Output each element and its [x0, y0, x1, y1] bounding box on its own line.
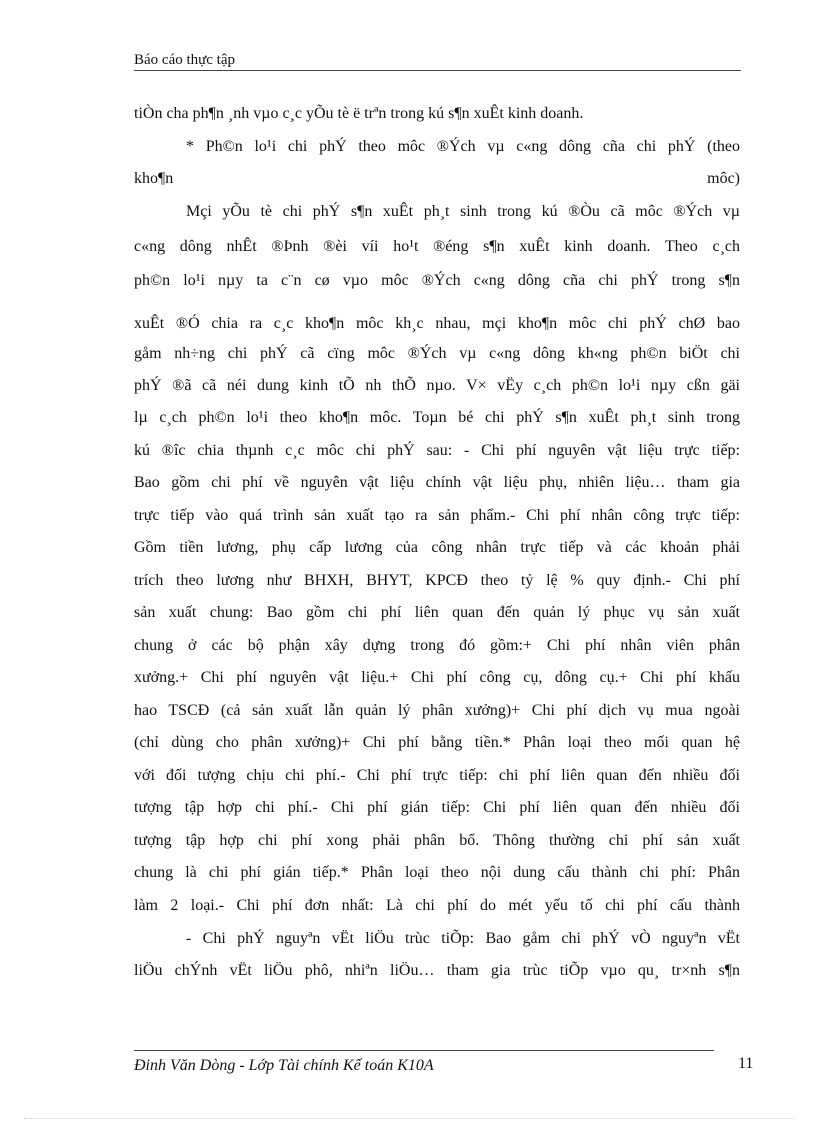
body-line: chung ở các bộ phận xây dựng trong đó gồm:+ Chi phí nhân viên phân [134, 637, 740, 654]
body-line: kú ®îc chia thµnh c¸c môc chi phÝ sau: - Chi phí nguyên vật liệu trực tiếp: [134, 442, 740, 459]
body-line: tiÒn cha ph¶n ¸nh vµo c¸c yÕu tè ë trªn trong kú s¶n xuÊt kinh doanh. [134, 105, 584, 122]
body-line: sản xuất chung: Bao gồm chi phí liên quan đến quản lý phục vụ sản xuất [134, 604, 740, 621]
body-line: liÖu chÝnh vËt liÖu phô, nhiªn liÖu… tham gia trùc tiÕp vµo qu¸ tr×nh s¶n [134, 962, 740, 979]
footer-author: Đinh Văn Dòng - Lớp Tài chính Kế toán K10A [134, 1057, 434, 1074]
body-line: kho¶n [134, 170, 174, 187]
body-line: * Ph©n lo¹i chi phÝ theo môc ®Ých vµ c«ng dông cña chi phÝ (theo [186, 138, 740, 155]
body-line: làm 2 loại.- Chi phí đơn nhất: Là chi phí do mét yếu tố chi phí cấu thành [134, 897, 740, 914]
page-number: 11 [738, 1055, 754, 1072]
page-boundary [24, 1118, 794, 1119]
header-divider [134, 70, 741, 71]
body-line: c«ng dông nhÊt ®Þnh ®èi víi ho¹t ®éng s¶n xuÊt kinh doanh. Theo c¸ch [134, 238, 740, 255]
body-line: Gồm tiền lương, phụ cấp lương của công nhân trực tiếp và các khoản phải [134, 539, 740, 556]
body-line: lµ c¸ch ph©n lo¹i theo kho¶n môc. Toµn bé chi phÝ s¶n xuÊt ph¸t sinh trong [134, 409, 740, 426]
body-line: xuÊt ®Ó chia ra c¸c kho¶n môc kh¸c nhau, mçi kho¶n môc chi phÝ chØ bao [134, 315, 740, 332]
body-line: môc) [707, 170, 740, 187]
body-line: - Chi phÝ nguyªn vËt liÖu trùc tiÕp: Bao gåm chi phÝ vÒ nguyªn vËt [186, 930, 740, 947]
footer-divider [134, 1050, 714, 1051]
body-line: trực tiếp vào quá trình sản xuất tạo ra sản phẩm.- Chi phí nhân công trực tiếp: [134, 507, 740, 524]
body-line: trích theo lương như BHXH, BHYT, KPCĐ theo tỷ lệ % quy định.- Chi phí [134, 572, 740, 589]
body-line: Mçi yÕu tè chi phÝ s¶n xuÊt ph¸t sinh trong kú ®Òu cã môc ®Ých vµ [186, 203, 740, 220]
body-line: (chỉ dùng cho phân xưởng)+ Chi phí bằng tiền.* Phân loại theo mối quan hệ [134, 734, 740, 751]
body-line: với đối tượng chịu chi phí.- Chi phí trực tiếp: chi phí liên quan đến nhiều đối [134, 767, 740, 784]
body-line: phÝ ®ã cã néi dung kinh tÕ nh thÕ nµo. V× vËy c¸ch ph©n lo¹i nµy cßn gäi [134, 377, 740, 394]
body-line: Bao gồm chi phí về nguyên vật liệu chính vật liệu phụ, nhiên liệu… tham gia [134, 474, 740, 491]
body-line: tượng tập hợp chi phí.- Chi phí gián tiếp: Chi phí liên quan đến nhiều đối [134, 799, 740, 816]
page-header-title: Báo cáo thực tập [134, 52, 236, 68]
body-line: xưởng.+ Chi phí nguyên vật liệu.+ Chi phí công cụ, dông cụ.+ Chi phí khấu [134, 669, 740, 686]
body-line: hao TSCĐ (cả sản xuất lẫn quản lý phân xưởng)+ Chi phí dịch vụ mua ngoài [134, 702, 740, 719]
body-line: gåm nh÷ng chi phÝ cã cïng môc ®Ých vµ c«ng dông kh«ng ph©n biÖt chi [134, 345, 740, 362]
body-line: chung là chi phí gián tiếp.* Phân loại theo nội dung cấu thành chi phí: Phân [134, 864, 740, 881]
body-line: ph©n lo¹i nµy ta c¨n cø vµo môc ®Ých c«ng dông cña chi phÝ trong s¶n [134, 272, 740, 289]
body-line: tượng tập hợp chi phí xong phải phân bổ. Thông thường chi phí sản xuất [134, 832, 740, 849]
